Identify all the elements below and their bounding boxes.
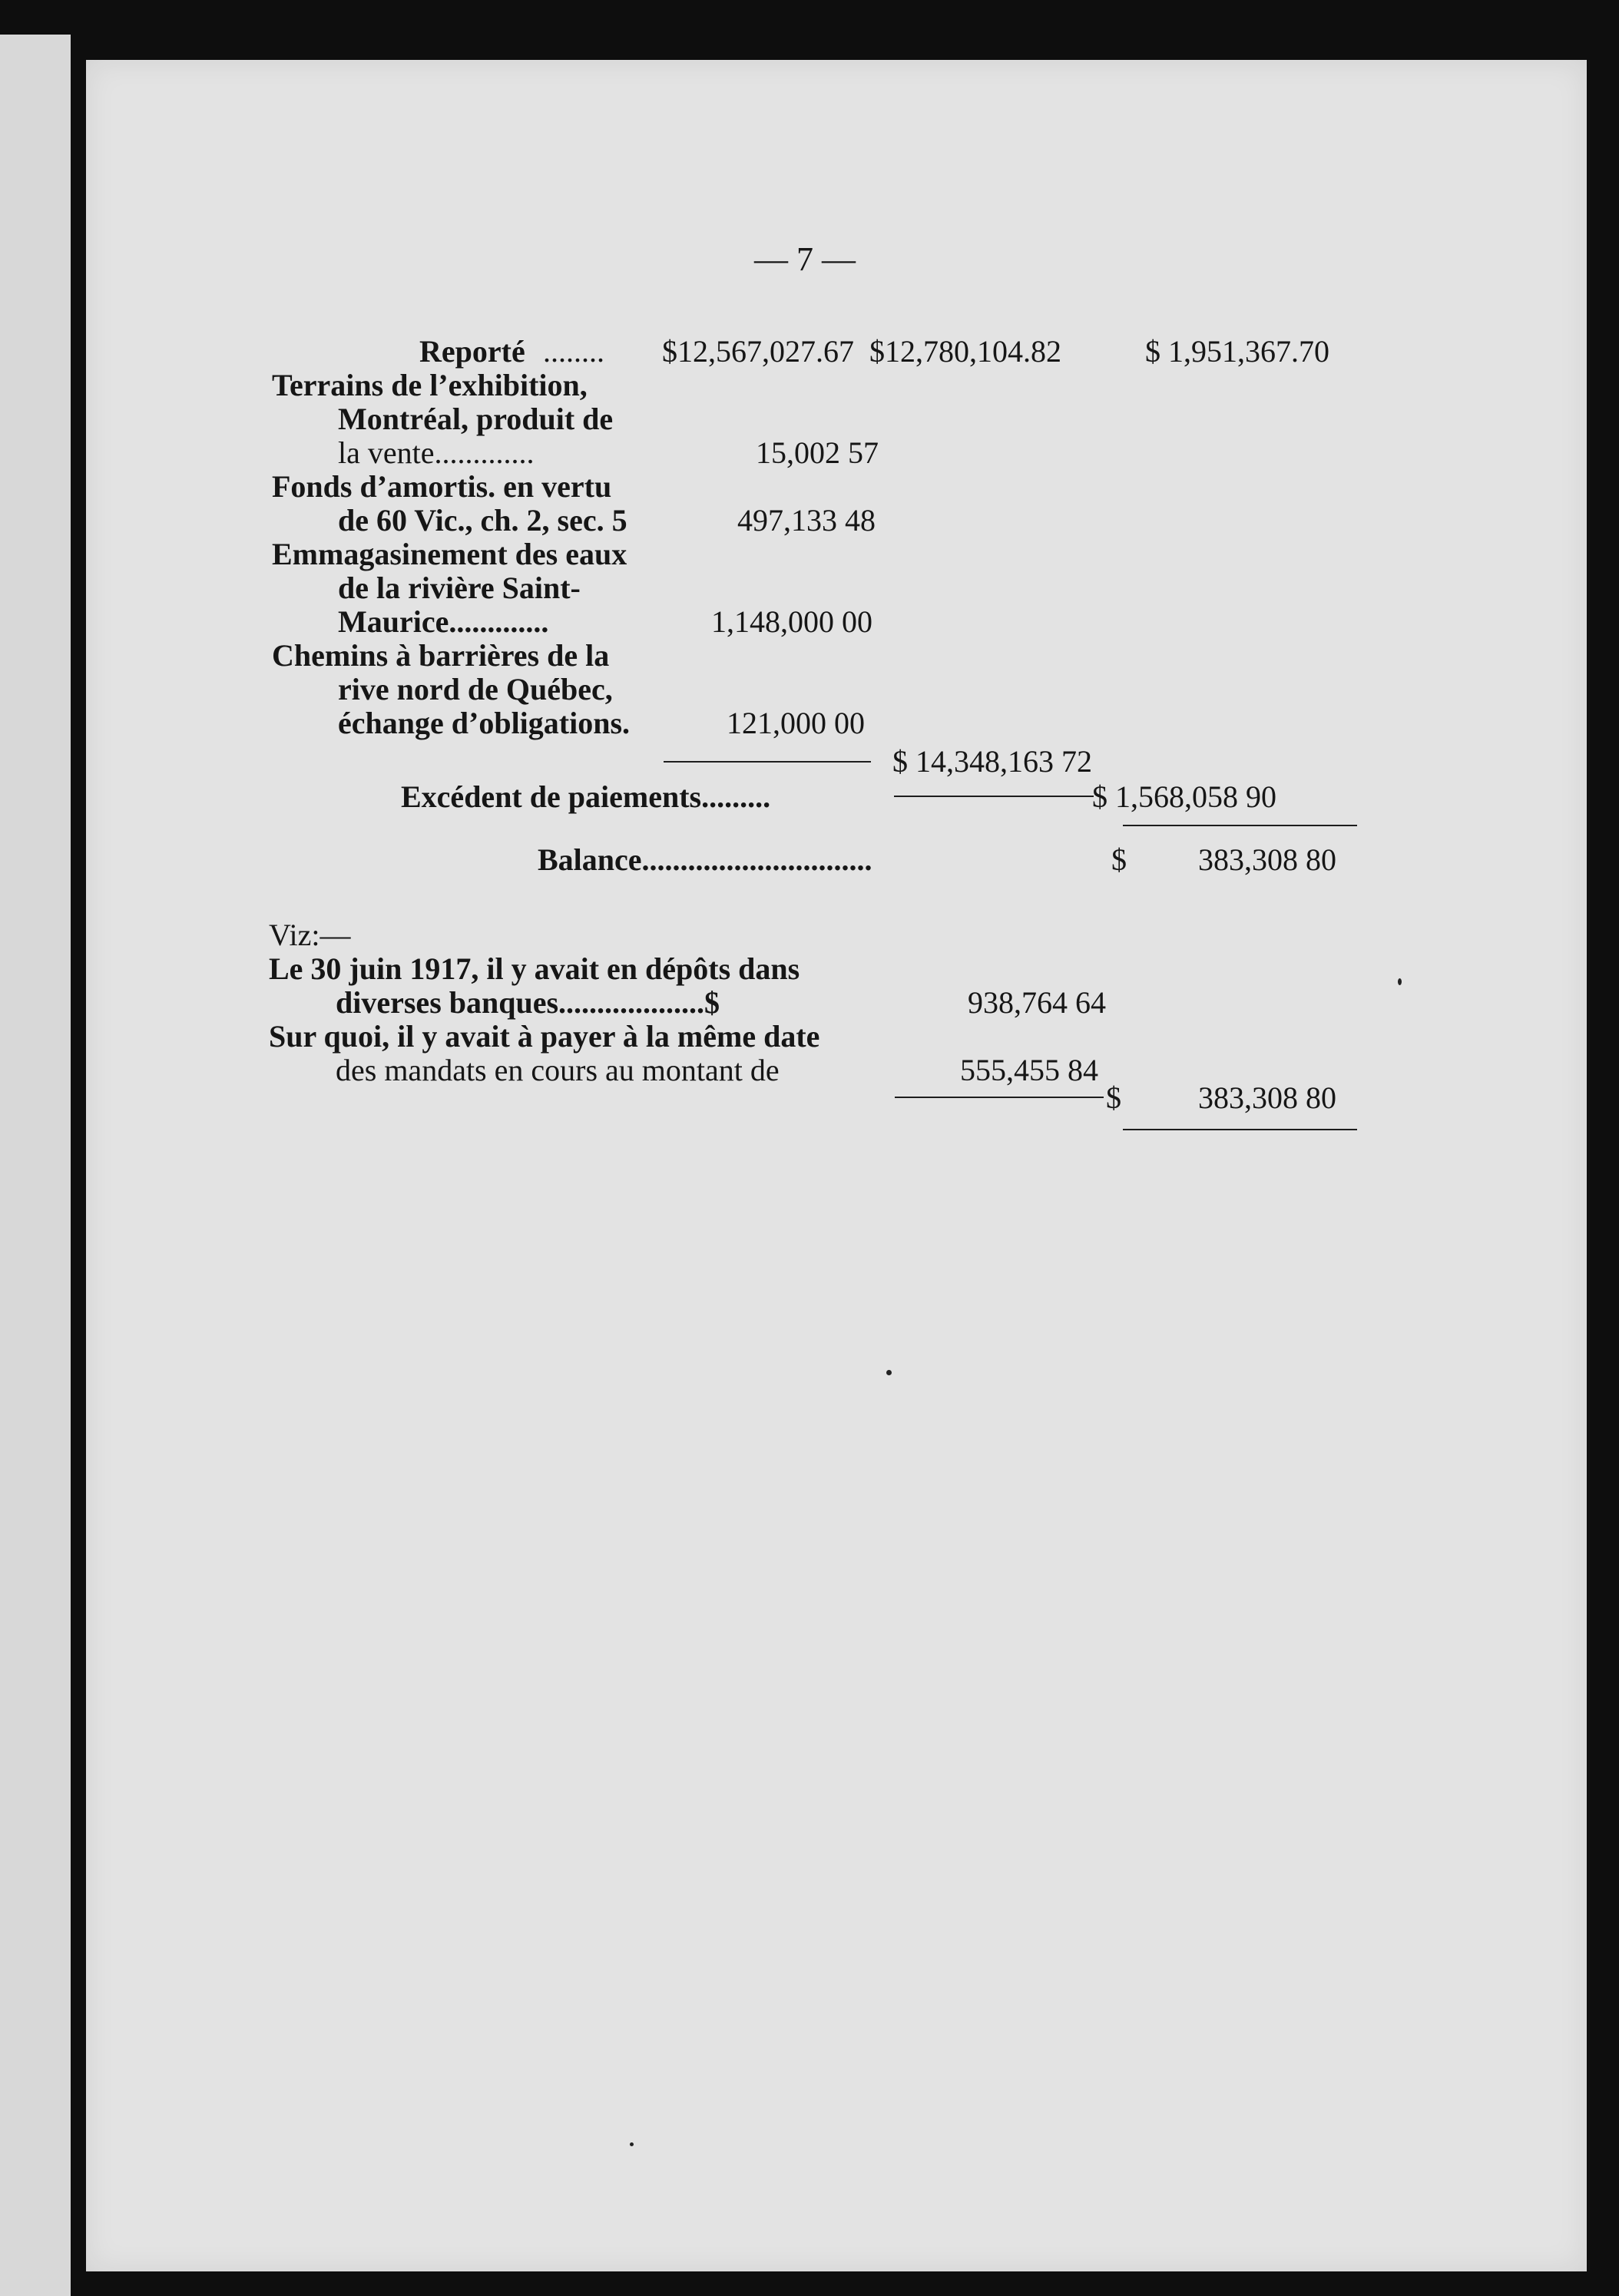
excedent-amount: $ 1,568,058 90	[1092, 779, 1276, 814]
item-3-line-2: de la rivière Saint-	[338, 571, 581, 605]
reporte-col2: $12,780,104.82	[869, 334, 1061, 369]
item-1-line-2: Montréal, produit de	[338, 402, 614, 436]
excedent-underline	[1123, 825, 1357, 826]
reporte-col1: $12,567,027.67	[662, 334, 854, 369]
viz-line-1: Le 30 juin 1917, il y avait en dépôts dans	[269, 951, 800, 986]
reporte-leader: ........	[543, 334, 604, 369]
reporte-label: Reporté	[419, 334, 525, 369]
scan-speck	[630, 2142, 634, 2146]
excedent-label: Excédent de paiements.........	[401, 779, 771, 814]
viz-total-dollar: $	[1106, 1080, 1121, 1115]
item-4-line-1: Chemins à barrières de la	[272, 638, 610, 673]
reporte-col3: $ 1,951,367.70	[1145, 334, 1329, 369]
scan-speck	[886, 1370, 892, 1375]
viz-line-3: Sur quoi, il y avait à payer à la même date	[269, 1019, 820, 1054]
item-4-line-2: rive nord de Québec,	[338, 672, 613, 706]
scan-speck	[1398, 978, 1402, 985]
viz-total-underline	[1123, 1129, 1357, 1130]
viz-line-4: des mandats en cours au montant de	[336, 1053, 780, 1087]
viz-line-2: diverses banques...................$	[336, 985, 720, 1020]
item-4-line-3: échange d’obligations.	[338, 706, 631, 740]
balance-dollar: $	[1111, 842, 1127, 877]
item-1-line-3: la vente.............	[338, 435, 535, 470]
item-3-amount: 1,148,000 00	[711, 604, 872, 639]
item-3-line-1: Emmagasinement des eaux	[272, 537, 627, 571]
viz-amount-1: 938,764 64	[968, 985, 1106, 1020]
page-number: — 7 —	[754, 240, 856, 278]
subtotal-amount: $ 14,348,163 72	[892, 744, 1092, 779]
subtotal-rule	[664, 761, 871, 763]
item-1-line-1: Terrains de l’exhibition,	[272, 368, 588, 402]
viz-rule	[895, 1097, 1104, 1098]
item-4-amount: 121,000 00	[727, 706, 865, 740]
item-3-line-3: Maurice.............	[338, 604, 549, 639]
scan-left-edge	[0, 35, 71, 2296]
balance-amount: 383,308 80	[1198, 842, 1336, 877]
item-2-line-1: Fonds d’amortis. en vertu	[272, 469, 612, 504]
viz-total: 383,308 80	[1198, 1080, 1336, 1115]
item-2-line-2: de 60 Vic., ch. 2, sec. 5	[338, 503, 627, 538]
viz-heading: Viz:—	[269, 918, 351, 952]
balance-label: Balance..............................	[538, 842, 872, 877]
excedent-rule	[894, 796, 1094, 797]
item-2-amount: 497,133 48	[737, 503, 876, 538]
viz-amount-2: 555,455 84	[960, 1053, 1098, 1087]
item-1-amount: 15,002 57	[756, 435, 879, 470]
document-page	[86, 60, 1587, 2271]
